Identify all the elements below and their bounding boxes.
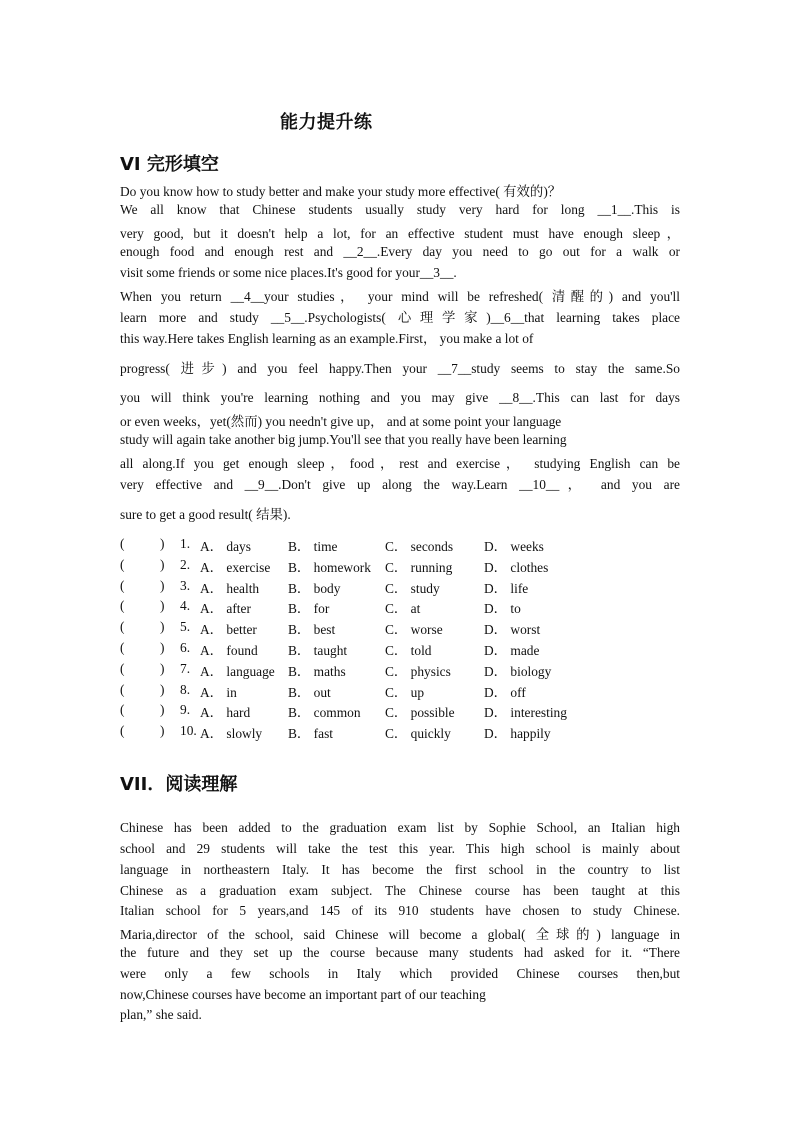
- cloze-line: this way.Here takes English learning as an example.First， you make a lot of: [120, 331, 534, 346]
- cloze-line: very effective and __9__.Don't give up along the way.Learn __10__， and you are: [120, 477, 680, 492]
- reading-line: Italian school for 5 years,and 145 of its 910 students have chosen to study Chinese.: [120, 903, 680, 918]
- cloze-line: enough food and enough rest and __2__.Every day you need to go out for a walk or: [120, 244, 680, 259]
- cloze-line: visit some friends or some nice places.It's good for your__3__.: [120, 265, 457, 280]
- cloze-line: very good, but it doesn't help a lot, for an effective student must have enough sleep，: [120, 226, 680, 241]
- answer-paren-close: ): [160, 723, 165, 738]
- question-row: [120, 557, 590, 575]
- option-c: C． study: [385, 581, 440, 596]
- option-d: D． happily: [484, 726, 551, 741]
- question-number: 8.: [180, 682, 191, 697]
- option-b: B． common: [288, 705, 361, 720]
- option-c: C． told: [385, 643, 432, 658]
- option-b: B． fast: [288, 726, 334, 741]
- reading-line: Chinese has been added to the graduation exam list by Sophie School, an Italian high: [120, 820, 680, 835]
- answer-paren-open[interactable]: (: [120, 661, 125, 676]
- option-a: A． language: [200, 664, 275, 679]
- answer-paren-close: ): [160, 598, 165, 613]
- option-c: C． up: [385, 685, 425, 700]
- reading-line: were only a few schools in Italy which provided Chinese courses then,but: [120, 966, 680, 981]
- option-c: C． running: [385, 560, 453, 575]
- option-b: B． time: [288, 539, 338, 554]
- question-number: 5.: [180, 619, 191, 634]
- option-a: A． health: [200, 581, 260, 596]
- question-number: 10.: [180, 723, 197, 738]
- reading-line: Maria,director of the school, said Chinese will become a global( 全球的) language in: [120, 927, 680, 942]
- section-heading-reading: VII．阅读理解: [120, 774, 238, 795]
- option-c: C． worse: [385, 622, 443, 637]
- option-d: D． off: [484, 685, 526, 700]
- option-b: B． best: [288, 622, 336, 637]
- reading-line: the future and they set up the course because many students had asked for it. “There: [120, 945, 680, 960]
- answer-paren-close: ): [160, 640, 165, 655]
- cloze-line: When you return __4__your studies， your mind will be refreshed( 清醒的) and you'll: [120, 289, 680, 304]
- option-d: D． life: [484, 581, 529, 596]
- answer-paren-close: ): [160, 702, 165, 717]
- option-a: A． in: [200, 685, 237, 700]
- reading-line: plan,” she said.: [120, 1007, 202, 1022]
- option-c: C． at: [385, 601, 421, 616]
- answer-paren-open[interactable]: (: [120, 536, 125, 551]
- question-row: [120, 682, 590, 700]
- cloze-line: progress( 进步) and you feel happy.Then your __7__study seems to stay the same.So: [120, 361, 680, 376]
- question-row: [120, 661, 590, 679]
- answer-paren-close: ): [160, 536, 165, 551]
- question-number: 6.: [180, 640, 191, 655]
- option-c: C． possible: [385, 705, 455, 720]
- option-b: B． body: [288, 581, 341, 596]
- option-a: A． better: [200, 622, 257, 637]
- option-c: C． seconds: [385, 539, 454, 554]
- question-row: [120, 723, 590, 741]
- option-b: B． maths: [288, 664, 346, 679]
- reading-line: Chinese as a graduation exam subject. The Chinese course has been taught at this: [120, 883, 680, 898]
- page-title: 能力提升练: [280, 112, 373, 133]
- question-number: 2.: [180, 557, 191, 572]
- question-row: [120, 619, 590, 637]
- answer-paren-open[interactable]: (: [120, 640, 125, 655]
- section-heading-cloze: VI 完形填空: [120, 154, 219, 175]
- question-number: 4.: [180, 598, 191, 613]
- answer-paren-open[interactable]: (: [120, 619, 125, 634]
- answer-paren-open[interactable]: (: [120, 682, 125, 697]
- option-b: B． taught: [288, 643, 348, 658]
- answer-paren-close: ): [160, 578, 165, 593]
- answer-paren-close: ): [160, 619, 165, 634]
- reading-line: school and 29 students will take the test this year. This high school is mainly about: [120, 841, 680, 856]
- cloze-line: or even weeks，yet(然而) you needn't give up， and at some point your language: [120, 414, 562, 429]
- option-d: D． clothes: [484, 560, 549, 575]
- option-a: A． hard: [200, 705, 251, 720]
- answer-paren-open[interactable]: (: [120, 598, 125, 613]
- option-a: A． days: [200, 539, 251, 554]
- question-row: [120, 578, 590, 596]
- cloze-line: study will again take another big jump.You'll see that you really have been learning: [120, 432, 567, 447]
- question-row: [120, 640, 590, 658]
- question-row: [120, 598, 590, 616]
- option-d: D． made: [484, 643, 540, 658]
- option-c: C． quickly: [385, 726, 451, 741]
- cloze-line: sure to get a good result( 结果).: [120, 507, 291, 522]
- answer-paren-open[interactable]: (: [120, 702, 125, 717]
- answer-paren-close: ): [160, 661, 165, 676]
- reading-line: now,Chinese courses have become an important part of our teaching: [120, 987, 486, 1002]
- option-b: B． for: [288, 601, 330, 616]
- cloze-line: all along.If you get enough sleep，food，rest and exercise， studying English can be: [120, 456, 680, 471]
- question-row: [120, 702, 590, 720]
- option-a: A． found: [200, 643, 258, 658]
- cloze-line: We all know that Chinese students usually study very hard for long __1__.This is: [120, 202, 680, 217]
- cloze-line: you will think you're learning nothing and you may give __8__.This can last for days: [120, 390, 680, 405]
- answer-paren-close: ): [160, 557, 165, 572]
- option-d: D． to: [484, 601, 521, 616]
- option-a: A． after: [200, 601, 251, 616]
- question-number: 9.: [180, 702, 191, 717]
- question-number: 1.: [180, 536, 191, 551]
- question-number: 7.: [180, 661, 191, 676]
- answer-paren-open[interactable]: (: [120, 723, 125, 738]
- answer-paren-close: ): [160, 682, 165, 697]
- option-d: D． weeks: [484, 539, 544, 554]
- option-d: D． biology: [484, 664, 552, 679]
- cloze-line: learn more and study __5__.Psychologists( 心理学家)__6__that learning takes place: [120, 310, 680, 325]
- cloze-line: Do you know how to study better and make your study more effective( 有效的)？: [120, 184, 562, 199]
- option-d: D． worst: [484, 622, 541, 637]
- option-b: B． homework: [288, 560, 371, 575]
- option-b: B． out: [288, 685, 331, 700]
- reading-line: language in northeastern Italy. It has become the first school in the country to list: [120, 862, 680, 877]
- question-row: [120, 536, 590, 554]
- option-a: A． slowly: [200, 726, 263, 741]
- option-c: C． physics: [385, 664, 451, 679]
- question-number: 3.: [180, 578, 191, 593]
- option-d: D． interesting: [484, 705, 567, 720]
- answer-paren-open[interactable]: (: [120, 578, 125, 593]
- answer-paren-open[interactable]: (: [120, 557, 125, 572]
- option-a: A． exercise: [200, 560, 271, 575]
